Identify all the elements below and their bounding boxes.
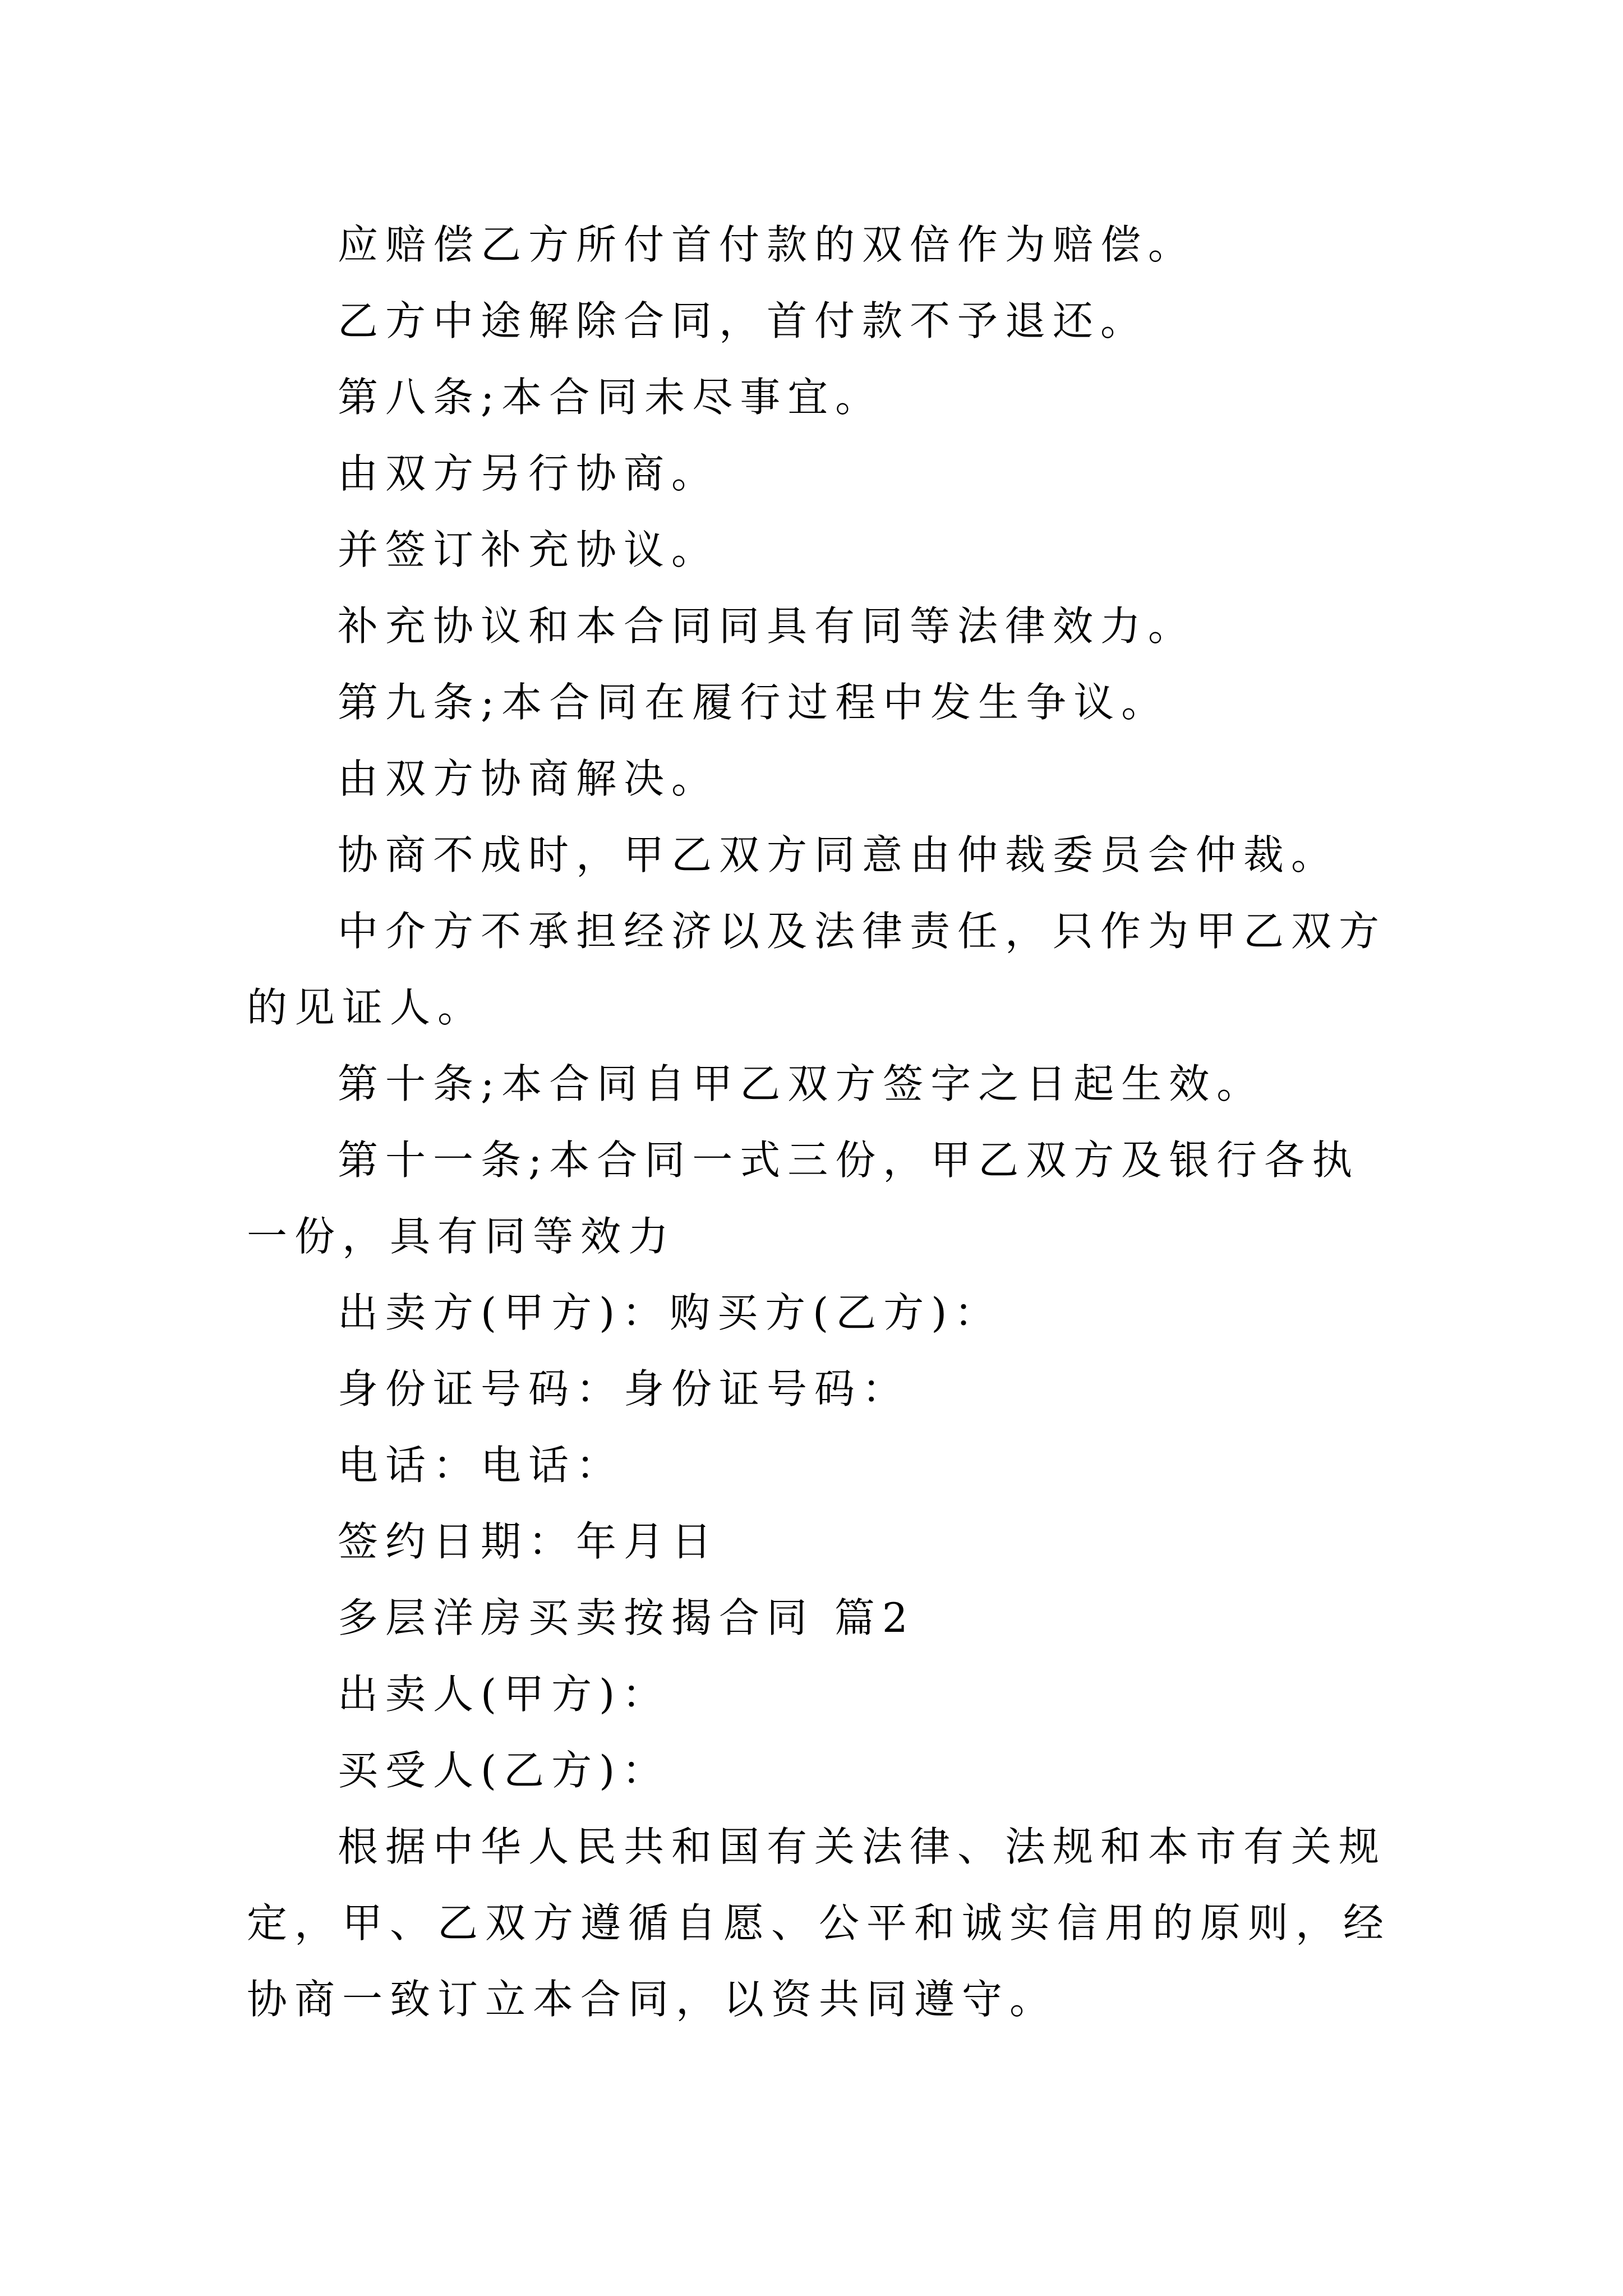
paragraph-legal-effect: 补充协议和本合同同具有同等法律效力。 [338, 602, 1196, 650]
paragraph-arbitration: 协商不成时，甲乙双方同意由仲裁委员会仲裁。 [338, 831, 1339, 878]
paragraph-preamble: 根据中华人民共和国有关法律、法规和本市有关规定，甲、乙双方遵循自愿、公平和诚实信用的原则，经协商一致订立本合同，以资共同遵守。 [247, 1823, 1391, 2023]
paragraph-article-8: 第八条;本合同未尽事宜。 [338, 374, 883, 421]
paragraph-supplement: 并签订补充协议。 [338, 526, 720, 573]
paragraph-article-9: 第九条;本合同在履行过程中发生争议。 [338, 679, 1169, 726]
signature-id-numbers: 身份证号码：身份证号码： [338, 1365, 910, 1412]
section-title: 多层洋房买卖按揭合同 篇2 [338, 1594, 915, 1641]
signature-parties: 出卖方(甲方)：购买方(乙方)： [338, 1289, 1002, 1336]
seller-label: 出卖人(甲方)： [338, 1671, 670, 1718]
paragraph-cancellation: 乙方中途解除合同，首付款不予退还。 [338, 297, 1149, 344]
paragraph-negotiation: 由双方另行协商。 [338, 450, 720, 497]
document-body [247, 206, 1391, 2037]
paragraph-article-10: 第十条;本合同自甲乙双方签字之日起生效。 [338, 1060, 1265, 1107]
signature-date: 签约日期：年月日 [338, 1518, 720, 1565]
paragraph-resolution: 由双方协商解决。 [338, 755, 720, 802]
paragraph-article-11: 第十一条;本合同一式三份，甲乙双方及银行各执一份，具有同等效力 [247, 1137, 1360, 1260]
paragraph-compensation: 应赔偿乙方所付首付款的双倍作为赔偿。 [338, 221, 1196, 268]
buyer-label: 买受人(乙方)： [338, 1747, 670, 1794]
paragraph-intermediary: 中介方不承担经济以及法律责任，只作为甲乙双方的见证人。 [247, 908, 1387, 1031]
signature-phones: 电话：电话： [338, 1442, 624, 1489]
